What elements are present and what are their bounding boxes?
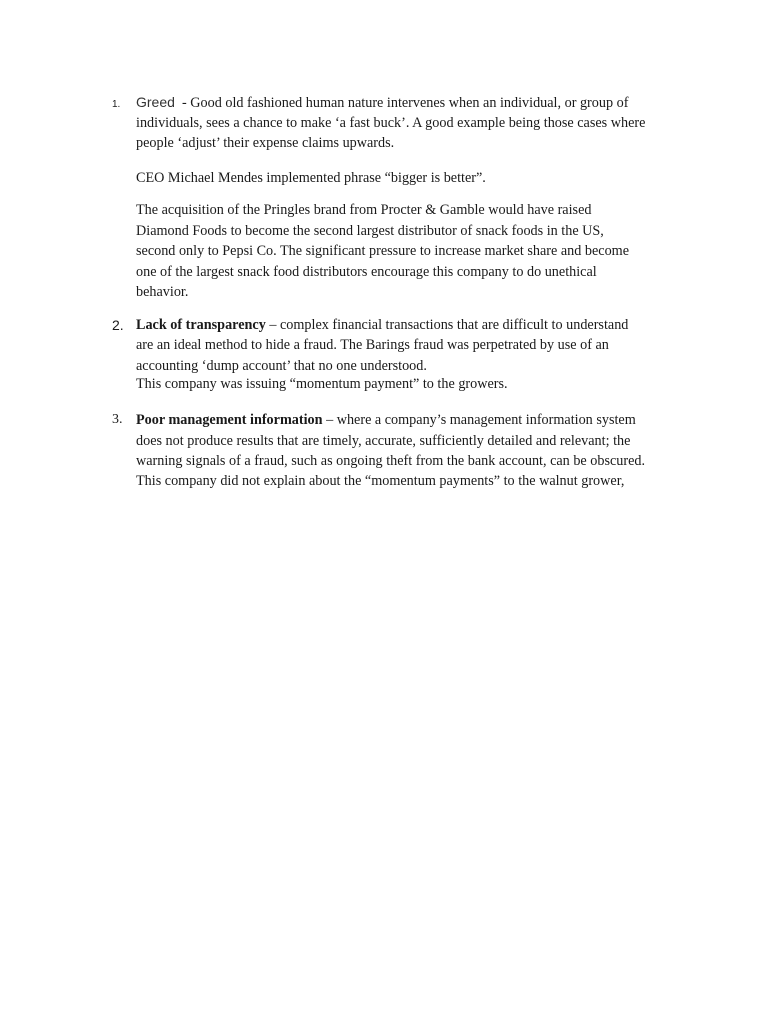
heading-separator: - — [174, 95, 191, 111]
heading-separator: – — [322, 412, 337, 428]
item-heading: Poor management information — [136, 412, 323, 428]
list-number: 1. — [112, 99, 121, 110]
item-text-line: does not produce results that are timely, accurate, sufficiently detailed and relevant; the — [136, 433, 631, 449]
item-text-line: people ‘adjust’ their expense claims upwards. — [136, 135, 395, 151]
paragraph-line: behavior. — [136, 284, 189, 300]
item-text-line: individuals, sees a chance to make ‘a fast buck’. A good example being those cases where — [136, 115, 646, 131]
item-text-line: This company was issuing “momentum payment” to the growers. — [136, 376, 508, 392]
item-first-line — [136, 315, 628, 336]
paragraph-line: Diamond Foods to become the second largest distributor of snack foods in the US, — [136, 223, 604, 239]
paragraph-line: one of the largest snack food distributors encourage this company to do unethical — [136, 264, 597, 280]
list-number: 2. — [112, 317, 124, 333]
item-text-line: warning signals of a fraud, such as ongoing theft from the bank account, can be obscured. — [136, 453, 646, 469]
item-first-line — [136, 410, 636, 431]
item-heading: Greed — [136, 94, 175, 110]
item-first-line — [136, 92, 628, 114]
item-text-line: accounting ‘dump account’ that no one understood. — [136, 358, 427, 374]
list-number: 3. — [112, 412, 123, 427]
item-heading: Lack of transparency — [136, 317, 266, 333]
item-text-line: This company did not explain about the “momentum payments” to the walnut grower, — [136, 473, 625, 489]
heading-separator: – — [265, 317, 280, 333]
paragraph-line: second only to Pepsi Co. The significant pressure to increase market share and become — [136, 243, 630, 259]
item-text: Good old fashioned human nature intervenes when an individual, or group of — [190, 95, 629, 111]
paragraph-line: The acquisition of the Pringles brand from Procter & Gamble would have raised — [136, 202, 592, 218]
item-text-line: are an ideal method to hide a fraud. The Barings fraud was perpetrated by use of an — [136, 337, 609, 353]
item-text: complex financial transactions that are difficult to understand — [279, 317, 629, 333]
item-text: where a company’s management information system — [336, 412, 636, 428]
paragraph-ceo: CEO Michael Mendes implemented phrase “bigger is better”. — [136, 170, 486, 186]
